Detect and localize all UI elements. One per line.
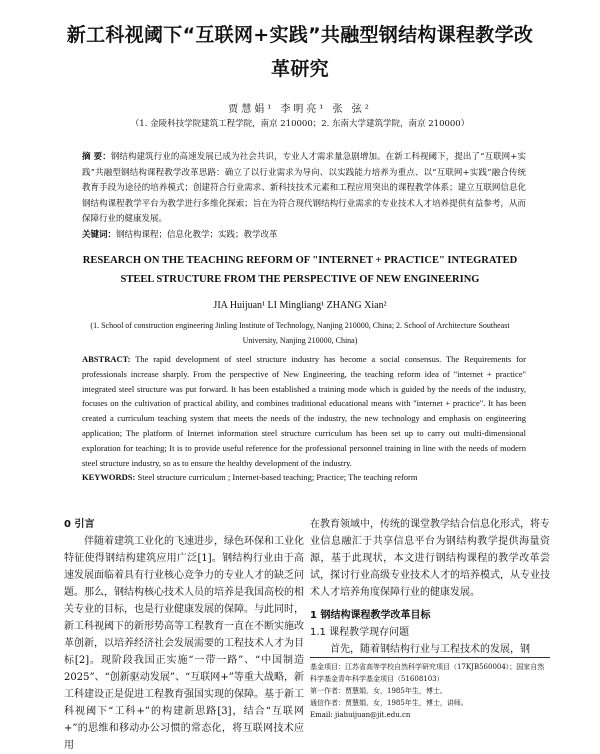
footnote-first-author: 第一作者：贾慧娟，女，1985年生，博士。 [310,687,447,695]
section-0-heading: 0 引言 [64,519,95,530]
footnotes [310,661,550,721]
footnote-corresponding-author: 通信作者：贾慧娟，女，1985年生，博士，讲师。 [310,699,468,707]
paper-title-cn-line1: 新工科视阈下“互联网+实践”共融型钢结构课程教学改 [66,24,534,46]
paper-title-cn [40,18,560,86]
abstract-en-label: ABSTRACT: [82,354,131,364]
footnote-fund: 基金项目：江苏省高等学校自然科学研究项目（17KJB560004）；国家自然科学基金青年科学基金项目（51608103） [310,663,545,683]
abstract-cn-label: 摘 要： [82,152,111,162]
right-column-paragraph: 在教育领域中，传统的课堂教学结合信息化形式，将专业信息融汇于共享信息平台为钢结构教学提供海量资源，基于此现状，本文进行钢结构课程的教学改革尝试，探讨行业高级专业技术人才的培养模式，从专业技术人才培养角度保障行业的健康发展。 [310,519,550,598]
abstract-cn [82,150,526,243]
footnote-rule [310,657,550,658]
abstract-cn-body [82,150,526,228]
keywords-cn-text: 钢结构课程；信息化教学；实践；教学改革 [116,229,278,240]
affiliation-en: (1. School of construction engineering Jinling Institute of Technology, Nanjing 210000, China; 2. School of Architecture Southeast University, Nanjing 210000, China) [90,321,510,345]
keywords-en [82,470,526,485]
keywords-cn [82,228,526,244]
keywords-en-text: Steel structure curriculum ; Internet-based teaching; Practice; The teaching reform [137,472,418,483]
paper-title-en-line2: STEEL STRUCTURE FROM THE PERSPECTIVE OF NEW ENGINEERING [120,274,480,285]
section-1-1-heading: 1.1 课程教学现存问题 [310,627,410,638]
authors-en: JIA Huijuan¹ LI Mingliang¹ ZHANG Xian² [213,300,387,311]
abstract-cn-text: 钢结构建筑行业的高速发展已成为社会共识，专业人才需求量急剧增加。在新工科视阈下，提出了“互联网+实践”共融型钢结构课程教学改革思路：确立了以行业需求为导向、以实践能力培养为重点、以“互联网+实践”融合传统教育手段为途径的培养模式；创建符合行业需求、新科技技术元素和工程应用突出的课程教学体系；建立互联网信息化钢结构课程教学平台为教学进行多维化探索；旨在为符合现代钢结构行业需求的专业技术人才培养提供有益参考，从而保障行业的健康发展。 [82,152,526,224]
section-1-1-paragraph: 首先，随着钢结构行业与工程技术的发展，钢 [330,644,530,655]
abstract-en-text: The rapid development of steel structure industry has become a social consensus. The Requirements for professionals increase sharply. From the perspective of New Engineering, the teaching reform idea of "internet + practice" integrated steel structure was put forward. It has been established a training mode which is guided by the needs of the industry, focuses on the cultivation of practical ability, and combines traditional educational means with "internet + practice". It has been created a curriculum teaching system that meets the needs of the industry, the new technology and emphasis on engineering application; The platform of Internet information steel structure curriculum has been set up to carry out multi-dimensional exploration for teaching; It is to provide useful reference for the professional personnel training in line with the needs of modern steel structure industry, so as to ensure the healthy development of the industry. [82,354,526,468]
keywords-cn-label: 关键词： [82,229,117,240]
section-1-heading: 1 钢结构课程教学改革目标 [310,610,431,621]
abstract-en [82,352,526,485]
authors-cn: 贾慧娟¹ 李明亮¹ 张 弦² [228,104,372,115]
body-column-right [310,516,550,658]
section-0-paragraph: 伴随着建筑工业化的飞速进步，绿色环保和工业化特征使得钢结构建筑应用广泛[1]。钢结构行业由于高速发展面临着具有行业核心竞争力的专业人才的缺乏问题。那么，钢结构核心技术人员的培养是我国高校的相关专业的目标，也是行业健康发展的保障。与此同时，新工科视阈下的新形势高等工程教育一直在不断实施改革创新，以培养经济社会发展需要的工程技术人才为目标[2]。现阶段我国正实施“一带一路”、“中国制造2025”、“创新驱动发展”、“互联网+”等重大战略，新工科建设正是促进工程教育强国实现的保障。基于新工科视阈下“工科+”的构建新思路[3]，结合“互联网+”的思维和移动办公习惯的常态化，将互联网技术应用 [64,536,304,751]
affiliation-cn: （1. 金陵科技学院建筑工程学院，南京 210000；2. 东南大学建筑学院，南京 210000） [130,119,470,129]
paper-title-en-line1: RESEARCH ON THE TEACHING REFORM OF "INTERNET + PRACTICE" INTEGRATED [82,255,518,266]
paper-title-en [60,251,540,289]
body-column-left [64,516,304,754]
keywords-en-label: KEYWORDS: [82,472,136,483]
footnote-email: Email: jiahuijuan@jit.edu.cn [310,711,411,719]
abstract-en-body [82,352,526,470]
paper-title-cn-line2: 革研究 [271,58,329,80]
